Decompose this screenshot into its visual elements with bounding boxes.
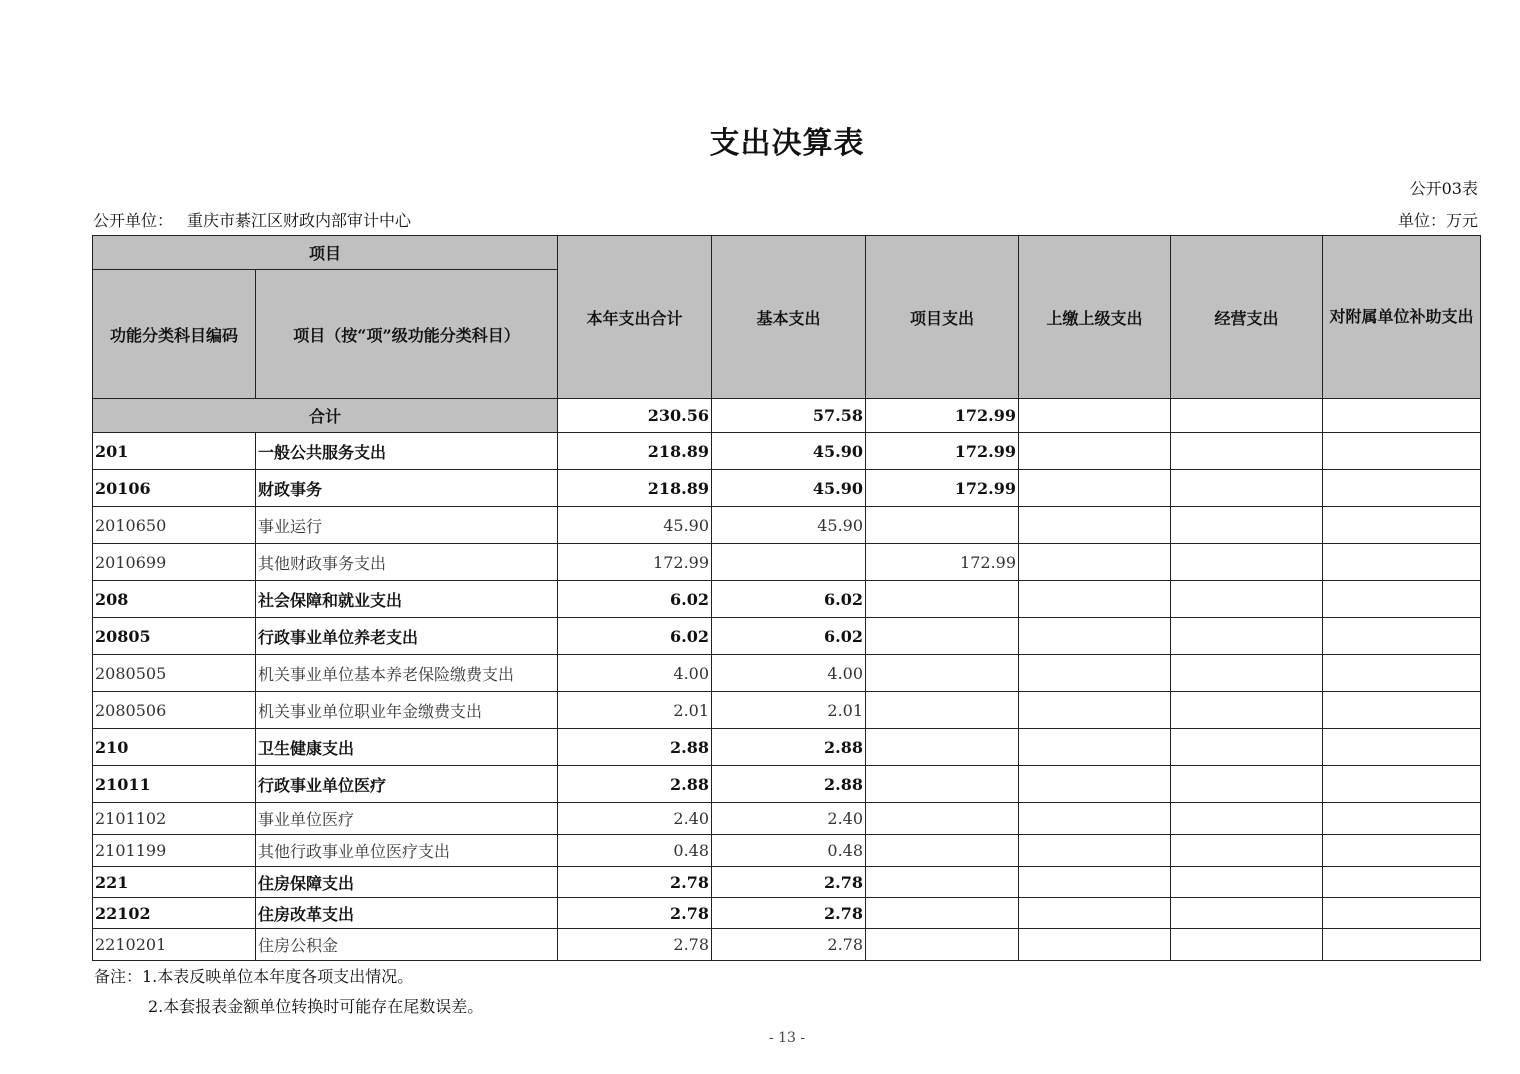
header-project: 项目支出 bbox=[866, 236, 1019, 399]
cell-basic: 2.01 bbox=[712, 692, 866, 729]
table-row bbox=[93, 618, 1481, 655]
cell-project bbox=[866, 655, 1019, 692]
cell-name: 其他财政事务支出 bbox=[256, 544, 558, 581]
cell-code: 2010650 bbox=[93, 507, 256, 544]
cell-subsidy bbox=[1323, 929, 1481, 961]
cell-upper bbox=[1019, 867, 1171, 898]
cell-subsidy bbox=[1323, 692, 1481, 729]
cell-business bbox=[1171, 692, 1323, 729]
cell-subsidy bbox=[1323, 766, 1481, 803]
cell-basic: 2.78 bbox=[712, 929, 866, 961]
page-number: - 13 - bbox=[768, 1030, 806, 1046]
cell-code: 20106 bbox=[93, 470, 256, 507]
table-row bbox=[93, 729, 1481, 766]
cell-code: 22102 bbox=[93, 898, 256, 929]
table-row bbox=[93, 692, 1481, 729]
currency-unit: 单位：万元 bbox=[1397, 211, 1478, 230]
cell-project bbox=[866, 692, 1019, 729]
cell-code: 221 bbox=[93, 867, 256, 898]
total-row bbox=[93, 399, 1481, 433]
cell-name: 行政事业单位养老支出 bbox=[256, 618, 558, 655]
cell-subsidy bbox=[1323, 835, 1481, 867]
cell-subsidy bbox=[1323, 618, 1481, 655]
header-upper: 上缴上级支出 bbox=[1019, 236, 1171, 399]
cell-upper bbox=[1019, 929, 1171, 961]
cell-project bbox=[866, 729, 1019, 766]
cell-total: 2.01 bbox=[558, 692, 712, 729]
cell-name: 住房保障支出 bbox=[256, 867, 558, 898]
cell-business bbox=[1171, 507, 1323, 544]
cell-basic: 45.90 bbox=[712, 470, 866, 507]
table-row bbox=[93, 803, 1481, 835]
cell-project bbox=[866, 581, 1019, 618]
cell-subsidy bbox=[1323, 803, 1481, 835]
cell-code: 2080506 bbox=[93, 692, 256, 729]
cell-project bbox=[866, 929, 1019, 961]
header-subsidy: 对附属单位补助支出 bbox=[1323, 236, 1481, 399]
table-row bbox=[93, 470, 1481, 507]
page-title: 支出决算表 bbox=[709, 126, 865, 161]
cell-subsidy bbox=[1323, 470, 1481, 507]
cell-upper bbox=[1019, 544, 1171, 581]
header-code: 功能分类科目编码 bbox=[93, 270, 256, 399]
cell-name: 事业运行 bbox=[256, 507, 558, 544]
total-total: 230.56 bbox=[558, 399, 712, 433]
cell-upper bbox=[1019, 692, 1171, 729]
cell-code: 2010699 bbox=[93, 544, 256, 581]
cell-business bbox=[1171, 867, 1323, 898]
cell-total: 4.00 bbox=[558, 655, 712, 692]
table-row bbox=[93, 544, 1481, 581]
total-label: 合计 bbox=[93, 399, 558, 433]
cell-project: 172.99 bbox=[866, 470, 1019, 507]
table-row bbox=[93, 766, 1481, 803]
header-total: 本年支出合计 bbox=[558, 236, 712, 399]
cell-basic: 2.40 bbox=[712, 803, 866, 835]
cell-name: 机关事业单位职业年金缴费支出 bbox=[256, 692, 558, 729]
total-project: 172.99 bbox=[866, 399, 1019, 433]
cell-business bbox=[1171, 618, 1323, 655]
cell-business bbox=[1171, 544, 1323, 581]
table-row bbox=[93, 835, 1481, 867]
cell-upper bbox=[1019, 655, 1171, 692]
table-row bbox=[93, 867, 1481, 898]
cell-total: 2.88 bbox=[558, 729, 712, 766]
cell-code: 210 bbox=[93, 729, 256, 766]
cell-upper bbox=[1019, 898, 1171, 929]
cell-subsidy bbox=[1323, 867, 1481, 898]
total-subsidy bbox=[1323, 399, 1481, 433]
table-row bbox=[93, 581, 1481, 618]
cell-basic: 4.00 bbox=[712, 655, 866, 692]
cell-code: 201 bbox=[93, 433, 256, 470]
header-basic: 基本支出 bbox=[712, 236, 866, 399]
cell-subsidy bbox=[1323, 655, 1481, 692]
cell-total: 6.02 bbox=[558, 581, 712, 618]
cell-business bbox=[1171, 729, 1323, 766]
cell-project bbox=[866, 507, 1019, 544]
cell-project bbox=[866, 803, 1019, 835]
cell-business bbox=[1171, 581, 1323, 618]
cell-business bbox=[1171, 766, 1323, 803]
cell-code: 2080505 bbox=[93, 655, 256, 692]
cell-total: 2.88 bbox=[558, 766, 712, 803]
cell-basic: 6.02 bbox=[712, 581, 866, 618]
total-business bbox=[1171, 399, 1323, 433]
header-business: 经营支出 bbox=[1171, 236, 1323, 399]
cell-basic: 45.90 bbox=[712, 507, 866, 544]
cell-upper bbox=[1019, 581, 1171, 618]
cell-project: 172.99 bbox=[866, 544, 1019, 581]
cell-total: 2.40 bbox=[558, 803, 712, 835]
cell-subsidy bbox=[1323, 898, 1481, 929]
cell-business bbox=[1171, 470, 1323, 507]
cell-upper bbox=[1019, 729, 1171, 766]
cell-total: 2.78 bbox=[558, 898, 712, 929]
cell-code: 2101102 bbox=[93, 803, 256, 835]
note-2: 2.本套报表金额单位转换时可能存在尾数误差。 bbox=[148, 997, 484, 1016]
cell-business bbox=[1171, 929, 1323, 961]
cell-total: 218.89 bbox=[558, 470, 712, 507]
cell-name: 卫生健康支出 bbox=[256, 729, 558, 766]
expenditure-table bbox=[92, 235, 1481, 961]
cell-upper bbox=[1019, 803, 1171, 835]
cell-total: 218.89 bbox=[558, 433, 712, 470]
unit-label: 公开单位： bbox=[93, 211, 174, 230]
cell-name: 事业单位医疗 bbox=[256, 803, 558, 835]
cell-project bbox=[866, 867, 1019, 898]
cell-upper bbox=[1019, 433, 1171, 470]
cell-basic: 2.88 bbox=[712, 729, 866, 766]
table-row bbox=[93, 507, 1481, 544]
cell-subsidy bbox=[1323, 433, 1481, 470]
cell-subsidy bbox=[1323, 581, 1481, 618]
cell-name: 一般公共服务支出 bbox=[256, 433, 558, 470]
header-name: 项目（按“项”级功能分类科目） bbox=[256, 270, 558, 399]
table-row bbox=[93, 433, 1481, 470]
cell-business bbox=[1171, 655, 1323, 692]
cell-total: 2.78 bbox=[558, 929, 712, 961]
cell-code: 21011 bbox=[93, 766, 256, 803]
cell-project: 172.99 bbox=[866, 433, 1019, 470]
header-item-group: 项目 bbox=[93, 236, 558, 270]
cell-total: 6.02 bbox=[558, 618, 712, 655]
cell-code: 20805 bbox=[93, 618, 256, 655]
cell-name: 机关事业单位基本养老保险缴费支出 bbox=[256, 655, 558, 692]
table-row bbox=[93, 655, 1481, 692]
cell-total: 0.48 bbox=[558, 835, 712, 867]
cell-name: 社会保障和就业支出 bbox=[256, 581, 558, 618]
cell-basic bbox=[712, 544, 866, 581]
cell-basic: 0.48 bbox=[712, 835, 866, 867]
cell-basic: 6.02 bbox=[712, 618, 866, 655]
cell-business bbox=[1171, 898, 1323, 929]
cell-basic: 2.88 bbox=[712, 766, 866, 803]
note-1: 备注：1.本表反映单位本年度各项支出情况。 bbox=[94, 967, 414, 986]
cell-code: 2101199 bbox=[93, 835, 256, 867]
table-row bbox=[93, 929, 1481, 961]
cell-project bbox=[866, 618, 1019, 655]
cell-project bbox=[866, 835, 1019, 867]
cell-name: 财政事务 bbox=[256, 470, 558, 507]
cell-name: 其他行政事业单位医疗支出 bbox=[256, 835, 558, 867]
cell-project bbox=[866, 766, 1019, 803]
cell-total: 172.99 bbox=[558, 544, 712, 581]
cell-project bbox=[866, 898, 1019, 929]
cell-upper bbox=[1019, 507, 1171, 544]
cell-upper bbox=[1019, 618, 1171, 655]
cell-code: 2210201 bbox=[93, 929, 256, 961]
cell-subsidy bbox=[1323, 507, 1481, 544]
cell-upper bbox=[1019, 766, 1171, 803]
unit-name: 重庆市綦江区财政内部审计中心 bbox=[187, 211, 412, 230]
form-number: 公开03表 bbox=[1409, 179, 1478, 198]
cell-name: 住房公积金 bbox=[256, 929, 558, 961]
cell-business bbox=[1171, 433, 1323, 470]
cell-total: 2.78 bbox=[558, 867, 712, 898]
cell-upper bbox=[1019, 835, 1171, 867]
cell-basic: 45.90 bbox=[712, 433, 866, 470]
cell-business bbox=[1171, 835, 1323, 867]
cell-basic: 2.78 bbox=[712, 898, 866, 929]
cell-name: 行政事业单位医疗 bbox=[256, 766, 558, 803]
cell-code: 208 bbox=[93, 581, 256, 618]
table-row bbox=[93, 898, 1481, 929]
cell-upper bbox=[1019, 470, 1171, 507]
cell-total: 45.90 bbox=[558, 507, 712, 544]
reporting-unit bbox=[93, 208, 411, 231]
cell-business bbox=[1171, 803, 1323, 835]
cell-subsidy bbox=[1323, 544, 1481, 581]
cell-basic: 2.78 bbox=[712, 867, 866, 898]
total-basic: 57.58 bbox=[712, 399, 866, 433]
cell-subsidy bbox=[1323, 729, 1481, 766]
cell-name: 住房改革支出 bbox=[256, 898, 558, 929]
total-upper bbox=[1019, 399, 1171, 433]
